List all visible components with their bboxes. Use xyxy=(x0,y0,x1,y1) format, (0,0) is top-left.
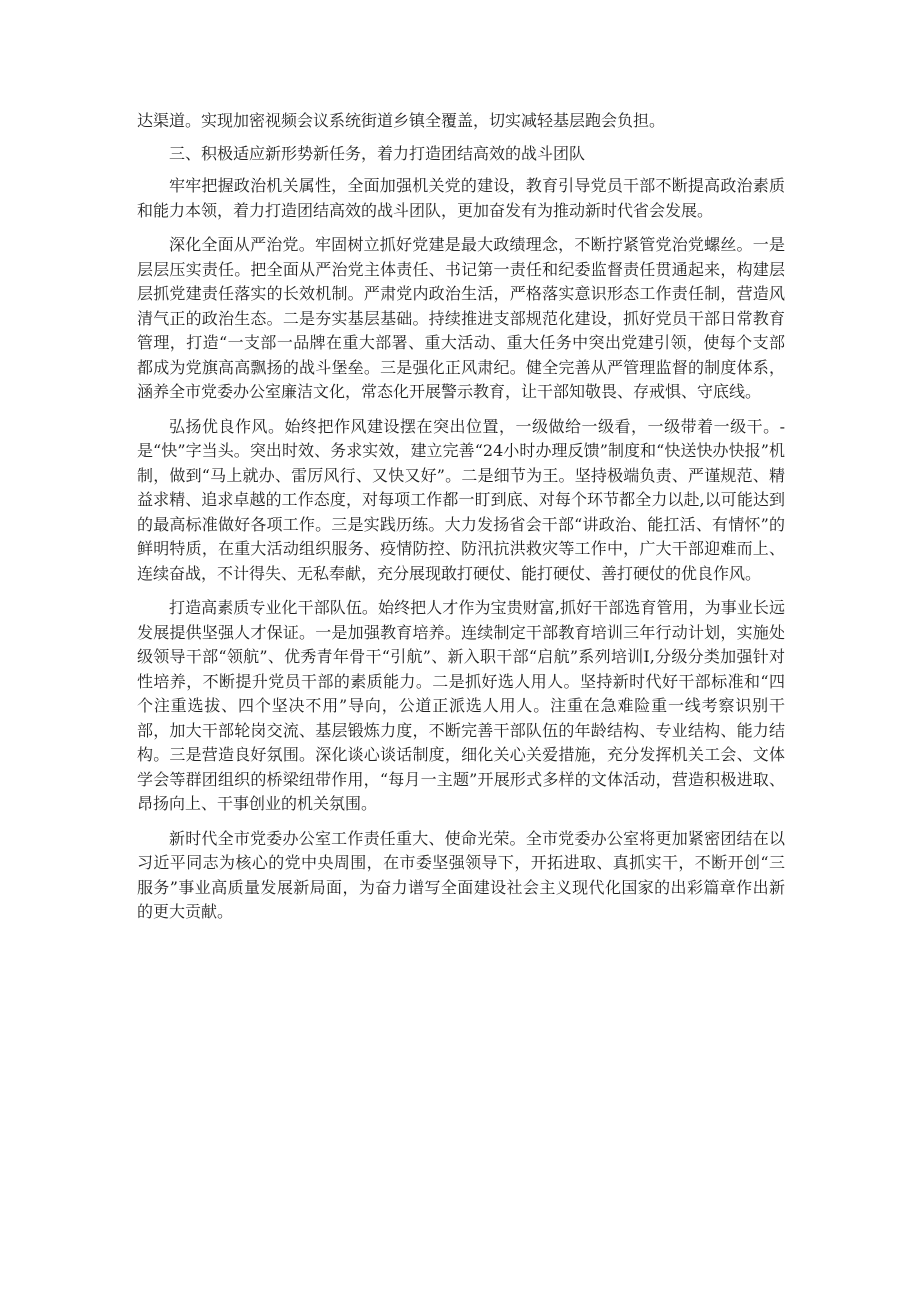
paragraph-continuation: 达渠道。实现加密视频会议系统街道乡镇全覆盖，切实减轻基层跑会负担。 xyxy=(137,111,666,130)
paragraph-intro: 牢牢把握政治机关属性，全面加强机关党的建设，教育引导党员干部不断提高政治素质和能力本领，着力打造团结高效的战斗团队，更加奋发有为推动新时代省会发展。 xyxy=(137,176,785,220)
paragraph-work-style: 弘扬优良作风。始终把作风建设摆在突出位置，一级做给一级看，一级带着一级干。-是“快”字当头。突出时效、务求实效，建立完善“24小时办理反馈”制度和“快送快办快报”机制，做到“马上就办、雷厉风行、又快又好”。二是细节为王。坚持极端负责、严谨规范、精益求精、追求卓越的工作态度，对每项工作都一盯到底、对每个环节都全力以赴,以可能达到的最高标准做好各项工作。三是实践历练。大力发扬省会干部“讲政治、能扛活、有情怀”的鲜明特质，在重大活动组织服务、疫情防控、防汛抗洪救灾等工作中，广大干部迎难而上、连续奋战，不计得失、无私奉献，充分展现敢打硬仗、能打硬仗、善打硬仗的优良作风。 xyxy=(137,416,785,583)
paragraph-conclusion: 新时代全市党委办公室工作责任重大、使命光荣。全市党委办公室将更加紧密团结在以习近平同志为核心的党中央周围，在市委坚强领导下，开拓进取、真抓实干，不断开创“三服务”事业高质量发展新局面，为奋力谱写全面建设社会主义现代化国家的出彩篇章作出新的更大贡献。 xyxy=(137,828,785,921)
paragraph-cadre-team: 打造高素质专业化干部队伍。始终把人才作为宝贵财富,抓好干部选育管用，为事业长远发展提供坚强人才保证。一是加强教育培养。连续制定干部教育培训三年行动计划，实施处级领导干部“领航”、优秀青年骨干“引航”、新入职干部“启航”系列培训I,分级分类加强针对性培养，不断提升党员干部的素质能力。二是抓好选人用人。坚持新时代好干部标准和“四个注重选拔、四个坚决不用”导向，公道正派选人用人。注重在急难险重一线考察识别干部，加大干部轮岗交流、基层锻炼力度，不断完善干部队伍的年龄结构、专业结构、能力结构。三是营造良好氛围。深化谈心谈话制度，细化关心关爱措施，充分发挥机关工会、文体学会等群团组织的桥梁纽带作用，“每月一主题”开展形式多样的文体活动，营造积极进取、昂扬向上、干事创业的机关氛围。 xyxy=(137,598,785,813)
document-page xyxy=(137,109,785,935)
section-heading: 三、积极适应新形势新任务，着力打造团结高效的战斗团队 xyxy=(169,143,586,163)
paragraph-party-discipline: 深化全面从严治党。牢固树立抓好党建是最大政绩理念，不断拧紧管党治党螺丝。一是层层压实责任。把全面从严治党主体责任、书记第一责任和纪委监督责任贯通起来，构建层层抓党建责任落实的长效机制。严肃党内政治生活，严格落实意识形态工作责任制，营造风清气正的政治生态。二是夯实基层基础。持续推进支部规范化建设，抓好党员干部日常教育管理，打造“一支部一品牌在重大部署、重大活动、重大任务中突出党建引领，使每个支部都成为党旗高高飘扬的战斗堡垒。三是强化正风肃纪。健全完善从严管理监督的制度体系，涵养全市党委办公室廉洁文化，常态化开展警示教育，让干部知敬畏、存戒惧、守底线。 xyxy=(137,235,785,401)
